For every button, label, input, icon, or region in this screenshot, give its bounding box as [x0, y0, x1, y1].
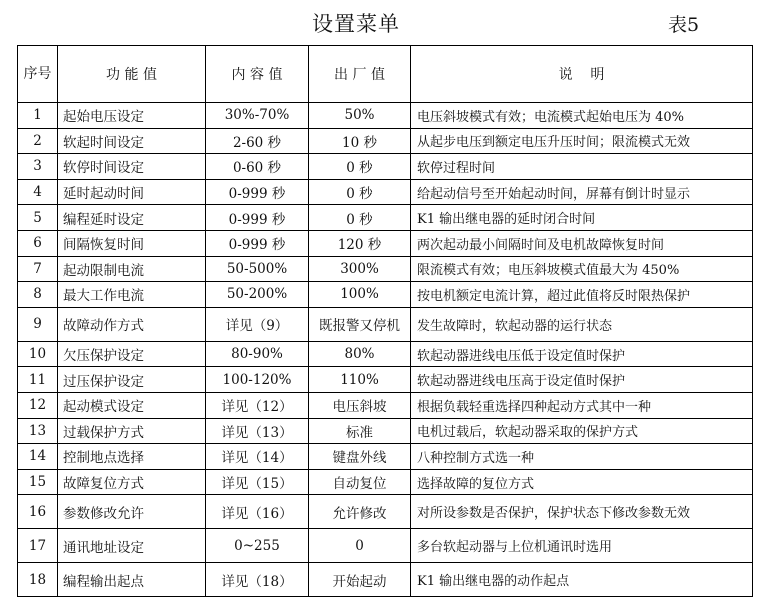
table-row: [18, 282, 753, 308]
row-content: 50-200%: [206, 282, 309, 308]
table-row: [18, 128, 753, 154]
page-title: 设置菜单: [312, 12, 400, 36]
row-number: 1: [18, 103, 58, 129]
table-row: [18, 529, 753, 563]
row-function: 起动模式设定: [58, 392, 206, 418]
table-row: [18, 205, 753, 231]
row-function: 编程输出起点: [58, 563, 206, 597]
row-description: 按电机额定电流计算，超过此值将反时限热保护: [411, 282, 753, 308]
row-factory-value: 50%: [309, 103, 411, 129]
table-row: [18, 563, 753, 597]
row-content: 2-60 秒: [206, 128, 309, 154]
row-content: 0~255: [206, 529, 309, 563]
table-row: [18, 179, 753, 205]
row-description: 从起步电压到额定电压升压时间；限流模式无效: [411, 128, 753, 154]
row-description: K1 输出继电器的动作起点: [411, 563, 753, 597]
row-content: 50-500%: [206, 256, 309, 282]
row-function: 软起时间设定: [58, 128, 206, 154]
row-factory-value: 0 秒: [309, 179, 411, 205]
row-number: 12: [18, 392, 58, 418]
row-number: 14: [18, 444, 58, 470]
row-function: 起动限制电流: [58, 256, 206, 282]
row-factory-value: 300%: [309, 256, 411, 282]
row-number: 5: [18, 205, 58, 231]
row-content: 详见（18）: [206, 563, 309, 597]
table-row: [18, 469, 753, 495]
table-row: [18, 367, 753, 393]
row-factory-value: 10 秒: [309, 128, 411, 154]
row-function: 软停时间设定: [58, 154, 206, 180]
header-seq: 序号: [18, 46, 58, 103]
row-content: 0-999 秒: [206, 205, 309, 231]
row-function: 控制地点选择: [58, 444, 206, 470]
header-factory: 出 厂 值: [309, 46, 411, 103]
row-number: 16: [18, 495, 58, 529]
row-description: 对所设参数是否保护，保护状态下修改参数无效: [411, 495, 753, 529]
table-number: 表5: [668, 14, 700, 36]
row-description: 根据负载轻重选择四种起动方式其中一种: [411, 392, 753, 418]
row-function: 故障复位方式: [58, 469, 206, 495]
row-factory-value: 开始起动: [309, 563, 411, 597]
row-factory-value: 电压斜坡: [309, 392, 411, 418]
row-number: 6: [18, 230, 58, 256]
row-number: 9: [18, 307, 58, 341]
row-function: 起始电压设定: [58, 103, 206, 129]
row-function: 编程延时设定: [58, 205, 206, 231]
row-factory-value: 标准: [309, 418, 411, 444]
row-description: 给起动信号至开始起动时间，屏幕有倒计时显示: [411, 179, 753, 205]
table-row: [18, 341, 753, 367]
row-function: 过压保护设定: [58, 367, 206, 393]
row-factory-value: 0 秒: [309, 154, 411, 180]
row-content: 详见（16）: [206, 495, 309, 529]
row-factory-value: 既报警又停机: [309, 307, 411, 341]
row-factory-value: 0: [309, 529, 411, 563]
row-description: 软起动器进线电压高于设定值时保护: [411, 367, 753, 393]
row-content: 100-120%: [206, 367, 309, 393]
table-row: [18, 154, 753, 180]
table-row: [18, 418, 753, 444]
header-function: 功 能 值: [58, 46, 206, 103]
row-factory-value: 110%: [309, 367, 411, 393]
row-content: 0-60 秒: [206, 154, 309, 180]
row-number: 10: [18, 341, 58, 367]
row-content: 详见（14）: [206, 444, 309, 470]
row-function: 故障动作方式: [58, 307, 206, 341]
row-number: 13: [18, 418, 58, 444]
table-header-row: [18, 46, 753, 103]
row-content: 详见（9）: [206, 307, 309, 341]
row-function: 过载保护方式: [58, 418, 206, 444]
row-function: 参数修改允许: [58, 495, 206, 529]
table-row: [18, 230, 753, 256]
settings-table: [17, 45, 753, 597]
row-content: 详见（12）: [206, 392, 309, 418]
row-content: 0-999 秒: [206, 230, 309, 256]
row-description: K1 输出继电器的延时闭合时间: [411, 205, 753, 231]
row-factory-value: 0 秒: [309, 205, 411, 231]
row-number: 11: [18, 367, 58, 393]
row-description: 限流模式有效；电压斜坡模式值最大为 450%: [411, 256, 753, 282]
row-function: 通讯地址设定: [58, 529, 206, 563]
row-description: 软停过程时间: [411, 154, 753, 180]
row-number: 8: [18, 282, 58, 308]
row-factory-value: 100%: [309, 282, 411, 308]
row-function: 最大工作电流: [58, 282, 206, 308]
row-function: 欠压保护设定: [58, 341, 206, 367]
row-content: 80-90%: [206, 341, 309, 367]
row-content: 详见（15）: [206, 469, 309, 495]
row-number: 7: [18, 256, 58, 282]
row-factory-value: 允许修改: [309, 495, 411, 529]
row-description: 发生故障时，软起动器的运行状态: [411, 307, 753, 341]
table-row: [18, 495, 753, 529]
row-factory-value: 自动复位: [309, 469, 411, 495]
row-function: 延时起动时间: [58, 179, 206, 205]
table-row: [18, 256, 753, 282]
row-description: 八种控制方式选一种: [411, 444, 753, 470]
row-number: 3: [18, 154, 58, 180]
row-factory-value: 120 秒: [309, 230, 411, 256]
row-content: 30%-70%: [206, 103, 309, 129]
row-content: 详见（13）: [206, 418, 309, 444]
table-row: [18, 103, 753, 129]
row-number: 18: [18, 563, 58, 597]
header-content: 内 容 值: [206, 46, 309, 103]
row-factory-value: 键盘外线: [309, 444, 411, 470]
table-row: [18, 444, 753, 470]
row-description: 两次起动最小间隔时间及电机故障恢复时间: [411, 230, 753, 256]
row-description: 电机过载后，软起动器采取的保护方式: [411, 418, 753, 444]
table-row: [18, 307, 753, 341]
row-description: 选择故障的复位方式: [411, 469, 753, 495]
header-description: 说 明: [411, 46, 753, 103]
row-number: 17: [18, 529, 58, 563]
row-function: 间隔恢复时间: [58, 230, 206, 256]
row-factory-value: 80%: [309, 341, 411, 367]
row-description: 多台软起动器与上位机通讯时选用: [411, 529, 753, 563]
row-description: 电压斜坡模式有效；电流模式起始电压为 40%: [411, 103, 753, 129]
row-description: 软起动器进线电压低于设定值时保护: [411, 341, 753, 367]
row-number: 4: [18, 179, 58, 205]
table-row: [18, 392, 753, 418]
row-number: 2: [18, 128, 58, 154]
row-number: 15: [18, 469, 58, 495]
row-content: 0-999 秒: [206, 179, 309, 205]
